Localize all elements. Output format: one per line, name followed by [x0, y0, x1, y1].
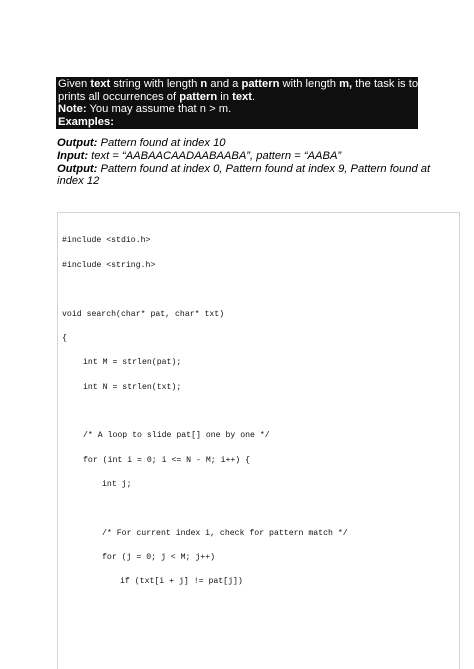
description-line-1 [58, 78, 418, 91]
code-line: #include <string.h> [62, 261, 156, 270]
output-label: Output: [57, 137, 98, 149]
note-line [58, 103, 418, 116]
code-line: void search(char* pat, char* txt) [62, 310, 225, 319]
text-fragment: with length [279, 78, 340, 90]
text-fragment: in [217, 90, 233, 103]
text-fragment: string with length [110, 78, 201, 90]
example-input [57, 150, 430, 163]
code-line: for (int i = 0; i <= N - M; i++) { [83, 456, 251, 465]
text-fragment: Given [58, 78, 91, 90]
bold-term: pattern [241, 78, 280, 90]
text-fragment: prints all occurrences of [58, 90, 180, 103]
code-line: #include <stdio.h> [62, 236, 151, 245]
bold-term: n [200, 78, 208, 90]
bold-term: text [232, 90, 253, 103]
output-text: index 12 [57, 175, 100, 188]
text-fragment: . [252, 90, 256, 103]
bold-term: pattern [179, 90, 218, 103]
code-line: if (txt[i + j] != pat[j]) [120, 577, 243, 586]
code-block [57, 212, 460, 669]
bold-term: m, [339, 78, 353, 90]
note-label: Note: [58, 103, 87, 116]
problem-description [56, 77, 418, 129]
example-output-2 [57, 163, 430, 176]
bold-term: text [90, 78, 111, 90]
examples-block [57, 137, 430, 188]
description-line-2 [58, 91, 418, 104]
input-label: Input: [57, 149, 89, 162]
code-line: for (j = 0; j < M; j++) [102, 553, 216, 562]
examples-heading [58, 116, 418, 129]
output-text: Pattern found at index 10 [97, 137, 226, 149]
example-output-1 [57, 137, 430, 150]
code-line: /* A loop to slide pat[] one by one */ [83, 431, 270, 440]
code-line: int M = strlen(pat); [83, 358, 182, 367]
code-line: int j; [102, 480, 132, 489]
code-line: /* For current index i, check for pattern match */ [102, 529, 348, 538]
text-fragment: the task is to [352, 78, 419, 90]
input-text: text = “AABAACAADAABAABA”, pattern = “AABA” [88, 149, 342, 162]
code-line: { [62, 334, 67, 343]
examples-heading-text: Examples: [58, 115, 114, 128]
output-text: Pattern found at index 0, Pattern found at index 9, Pattern found at [97, 162, 431, 175]
code-line: int N = strlen(txt); [83, 383, 182, 392]
note-text: You may assume that n > m. [86, 103, 232, 116]
text-fragment: and a [207, 78, 242, 90]
example-output-2-continued [57, 175, 430, 188]
output-label: Output: [57, 162, 98, 175]
